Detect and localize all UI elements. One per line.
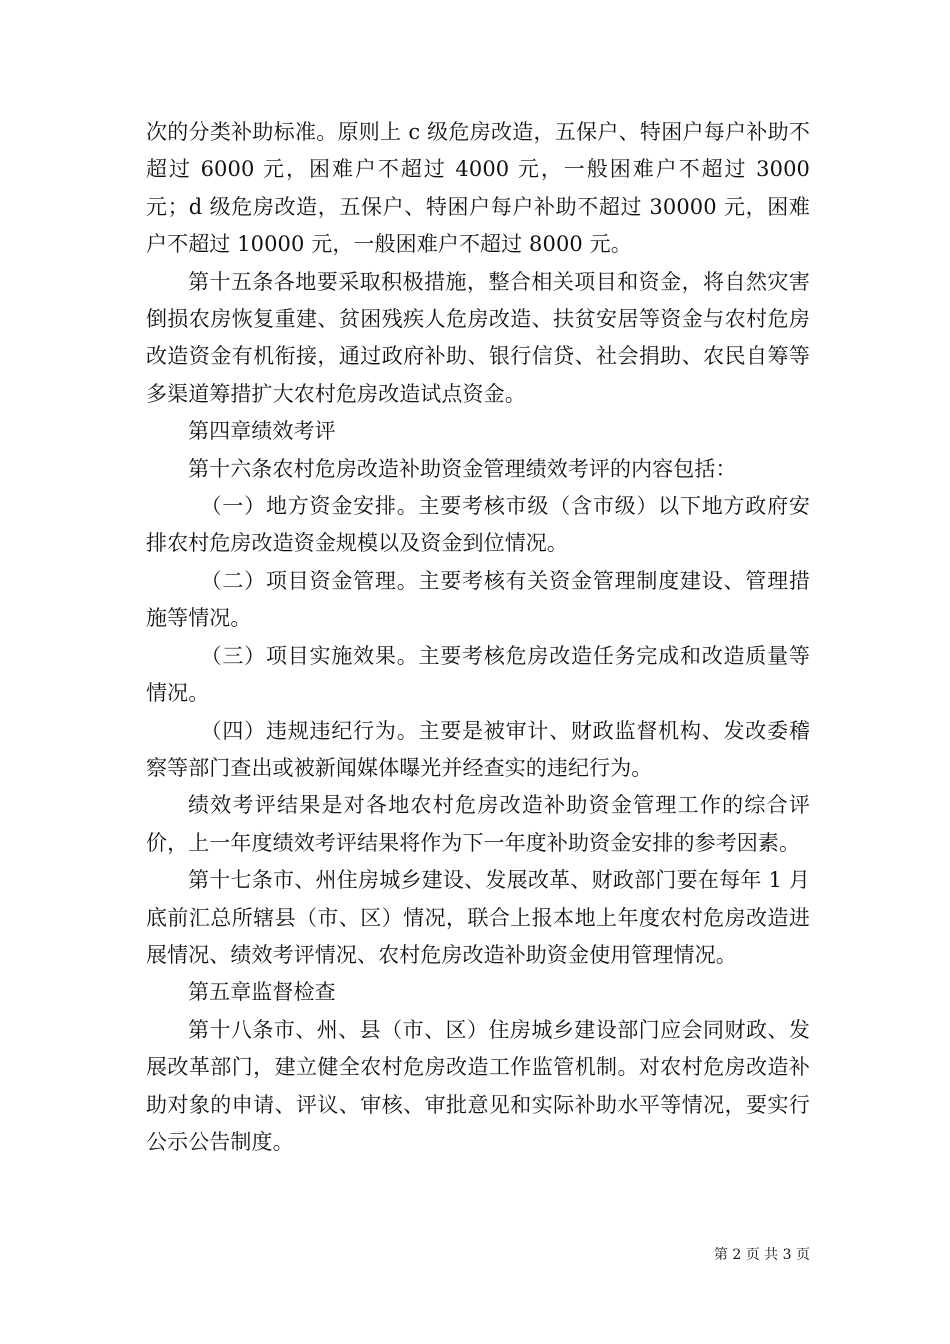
chapter-heading-5: 第五章监督检查: [188, 980, 336, 1005]
paragraph-item-3: （三）项目实施效果。主要考核危房改造任务完成和改造质量等情况。: [146, 643, 810, 706]
page-number-footer: 第 2 页 共 3 页: [713, 1247, 810, 1263]
paragraph-item-2: （二）项目资金管理。主要考核有关资金管理制度建设、管理措施等情况。: [146, 568, 810, 631]
paragraph-item-1: （一）地方资金安排。主要考核市级（含市级）以下地方政府安排农村危房改造资金规模以及资金到位情况。: [146, 494, 810, 556]
chapter-heading-4: 第四章绩效考评: [188, 419, 336, 444]
paragraph-article-18: 第十八条市、州、县（市、区）住房城乡建设部门应会同财政、发展改革部门，建立健全农村危房改造工作监管机制。对农村危房改造补助对象的申请、评议、审核、审批意见和实际补助水平等情况，要实行公示公告制度。: [146, 1017, 810, 1154]
paragraph-article-16: 第十六条农村危房改造补助资金管理绩效考评的内容包括：: [188, 456, 737, 481]
paragraph-item-4: （四）违规违纪行为。主要是被审计、财政监督机构、发改委稽察等部门查出或被新闻媒体曝光并经查实的违纪行为。: [146, 718, 810, 780]
paragraph-subsidy-standards: 次的分类补助标准。原则上 c 级危房改造，五保户、特困户每户补助不超过 6000 元，困难户不超过 4000 元，一般困难户不超过 3000 元；d 级危房改造，五保户、特困户每户补助不超过 30000 元，困难户不超过 10000 元，一般困难户不超过 8000 元。: [146, 120, 810, 257]
document-body: [146, 114, 810, 1161]
paragraph-article-17: 第十七条市、州住房城乡建设、发展改革、财政部门要在每年 1 月底前汇总所辖县（市、区）情况，联合上报本地上年度农村危房改造进展情况、绩效考评情况、农村危房改造补助资金使用管理情况。: [146, 868, 810, 967]
paragraph-evaluation-results: 绩效考评结果是对各地农村危房改造补助资金管理工作的综合评价，上一年度绩效考评结果将作为下一年度补助资金安排的参考因素。: [146, 793, 810, 855]
paragraph-article-15: 第十五条各地要采取积极措施，整合相关项目和资金，将自然灾害倒损农房恢复重建、贫困残疾人危房改造、扶贫安居等资金与农村危房改造资金有机衔接，通过政府补助、银行信贷、社会捐助、农民自筹等多渠道筹措扩大农村危房改造试点资金。: [146, 269, 810, 406]
